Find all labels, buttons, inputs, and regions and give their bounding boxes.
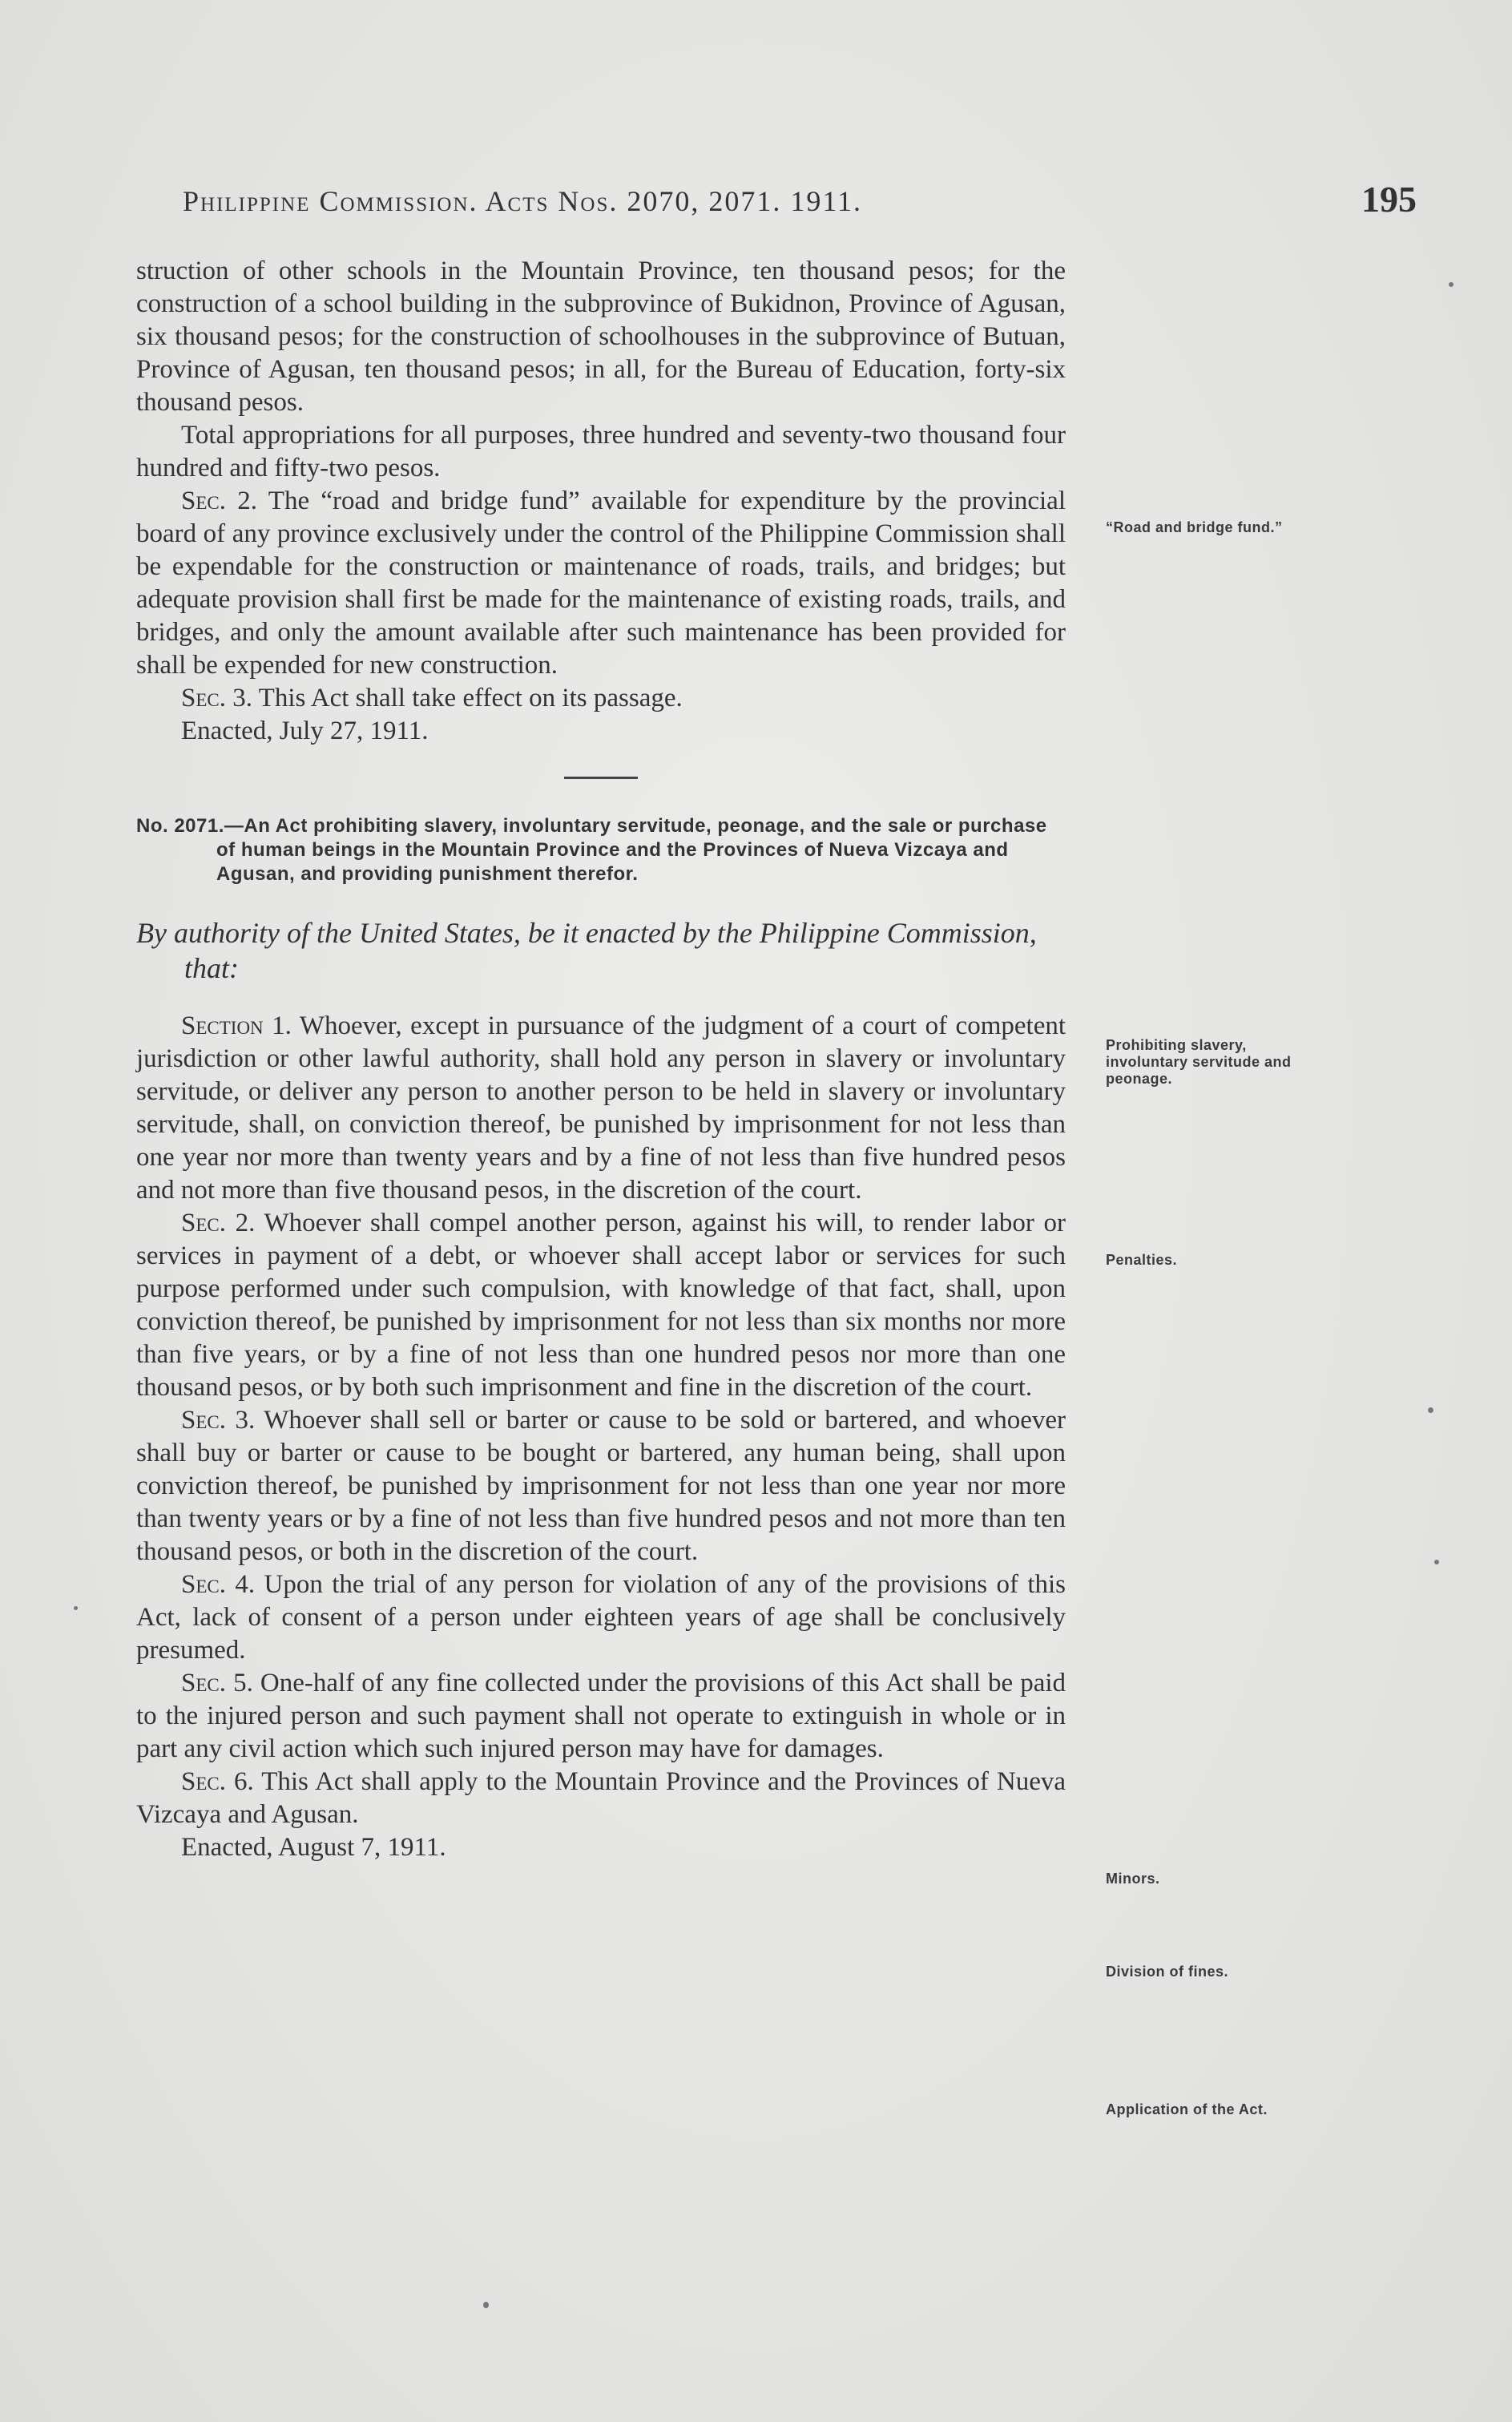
act-2070-enacted: Enacted, July 27, 1911. xyxy=(181,717,429,745)
act-2071-section-1 xyxy=(136,1010,1066,1207)
margin-note-division: Division of fines. xyxy=(1106,1964,1229,1980)
section-label: Sec. 2. xyxy=(181,486,258,515)
scan-speck xyxy=(74,1606,78,1610)
act-2071-section-3 xyxy=(136,1404,1066,1568)
act-2070-total: Total appropriations for all purposes, three hundred and seventy-two thousand four hundred and fifty-two pesos. xyxy=(136,421,1066,482)
margin-note-prohibiting: Prohibiting slavery, involuntary servitude and peonage. xyxy=(1106,1037,1292,1087)
margin-note-road-bridge: “Road and bridge fund.” xyxy=(1106,519,1283,535)
section-label: Sec. 3. xyxy=(181,684,252,712)
act-2071-section-6 xyxy=(136,1766,1066,1831)
act-2071-section-5 xyxy=(136,1667,1066,1766)
section-text: Upon the trial of any person for violation of any of the provisions of this Act, lack of consent of a person under eighteen years of age shall be conclusively presumed. xyxy=(136,1570,1066,1665)
enacting-clause: By authority of the United States, be it enacted by the Philippine Commission, that: xyxy=(136,917,1037,984)
act-2071-section-4 xyxy=(136,1568,1066,1667)
section-text: Whoever, except in pursuance of the judgment of a court of competent jurisdiction or other lawful authority, shall hold any person in slavery or involuntary servitude, or deliver any person to another person to be held in slavery or involuntary servitude, shall, on conviction thereof, be punished by imprisonment for not less than one year nor more than twenty years and by a fine of not less than five hundred pesos and not more than five thousand pesos, in the discretion of the court. xyxy=(136,1011,1066,1205)
section-label: Sec. 2. xyxy=(181,1209,256,1237)
act-2071-section-2 xyxy=(136,1207,1066,1404)
margin-note-application: Application of the Act. xyxy=(1106,2101,1268,2117)
main-text xyxy=(136,255,1066,1864)
section-text: Whoever shall sell or barter or cause to be sold or bartered, and whoever shall buy or barter or cause to be bought or bartered, any human being, shall upon conviction thereof, be punished by imprisonment for not less than one year nor more than twenty years or by a fine of not less than five hundred pesos and not more than ten thousand pesos, or both in the discretion of the court. xyxy=(136,1406,1066,1566)
scan-speck xyxy=(1434,1560,1439,1564)
act-2070-section-2 xyxy=(136,485,1066,682)
margin-note-penalties: Penalties. xyxy=(1106,1252,1178,1268)
section-text: One-half of any fine collected under the provisions of this Act shall be paid to the injured person and such payment shall not operate to extinguish in whole or in part any civil action which such injured person may have for damages. xyxy=(136,1669,1066,1763)
act-2070-section-3 xyxy=(136,682,1066,715)
page-header xyxy=(183,178,1417,226)
section-label: Section 1. xyxy=(181,1011,292,1040)
section-label: Sec. 4. xyxy=(181,1570,256,1599)
scan-speck xyxy=(1449,282,1454,287)
act-2071-enacted: Enacted, August 7, 1911. xyxy=(181,1833,446,1862)
section-divider xyxy=(564,777,638,779)
section-text: The “road and bridge fund” available for expenditure by the provincial board of any province exclusively under the control of the Philippine Commission shall be expendable for the construction or maintenance of roads, trails, and bridges; but adequate provision shall first be made for the maintenance of existing roads, trails, and bridges, and only the amount available after such maintenance has been provided for shall be expended for new construction. xyxy=(136,486,1066,680)
section-label: Sec. 3. xyxy=(181,1406,256,1435)
section-label: Sec. 5. xyxy=(181,1669,253,1697)
page-number: 195 xyxy=(1361,179,1417,220)
section-text: Whoever shall compel another person, against his will, to render labor or services in payment of a debt, or whoever shall accept labor or services for such purpose performed under such compulsion, with knowledge of that fact, shall, upon conviction thereof, be punished by imprisonment for not less than six months nor more than five years, or by a fine of not less than one hundred pesos nor more than one thousand pesos, or by both such imprisonment and fine in the discretion of the court. xyxy=(136,1209,1066,1402)
section-text: This Act shall apply to the Mountain Province and the Provinces of Nueva Vizcaya and Agusan. xyxy=(136,1767,1066,1829)
section-label: Sec. 6. xyxy=(181,1767,254,1796)
scan-speck xyxy=(483,2302,489,2308)
scan-speck xyxy=(1428,1407,1433,1413)
act-2070-continuation: struction of other schools in the Mountain Province, ten thousand pesos; for the construction of a school building in the subprovince of Bukidnon, Province of Agusan, six thousand pesos; for the construction of schoolhouses in the subprovince of Butuan, Province of Agusan, ten thousand pesos; in all, for the Bureau of Education, forty-six thousand pesos. xyxy=(136,256,1066,417)
margin-note-minors: Minors. xyxy=(1106,1871,1160,1887)
act-2071-title: No. 2071.—An Act prohibiting slavery, involuntary servitude, peonage, and the sale or purchase of human beings in the Mountain Province and the Provinces of Nueva Vizcaya and Agusan, and providing punishment therefor. xyxy=(136,815,1047,885)
section-text: This Act shall take effect on its passage. xyxy=(258,684,683,712)
running-head: Philippine Commission. Acts Nos. 2070, 2071. 1911. xyxy=(183,185,863,217)
